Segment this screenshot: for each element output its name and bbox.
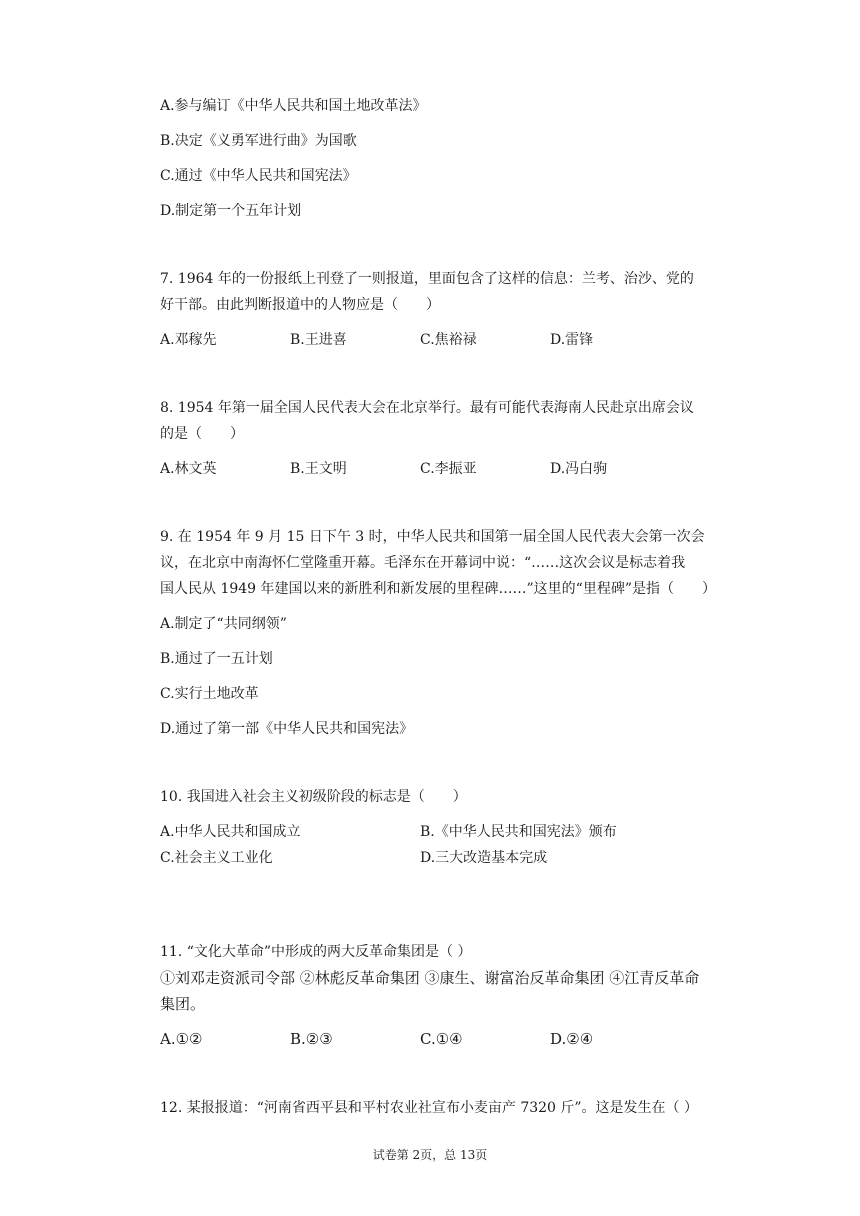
q7-stem-line-2: 好干部。由此判断报道中的人物应是（ ） xyxy=(160,297,440,313)
q10-stem: 10. 我国进入社会主义初级阶段的标志是（ ） xyxy=(160,789,467,805)
q8-option-d: D.冯白驹 xyxy=(550,461,608,477)
q9-stem-line-2: 议，在北京中南海怀仁堂隆重开幕。毛泽东在开幕词中说：“……这次会议是标志着我 xyxy=(160,555,686,571)
q8-option-c: C.李振亚 xyxy=(420,461,477,477)
q7-stem-line-1: 7. 1964 年的一份报纸上刊登了一则报道，里面包含了这样的信息：兰考、治沙、党的 xyxy=(160,271,694,287)
q6-option-d: D.制定第一个五年计划 xyxy=(160,203,302,219)
q8-option-a: A.林文英 xyxy=(160,461,217,477)
q11-option-a: A.①② xyxy=(160,1030,203,1048)
q10-option-d: D.三大改造基本完成 xyxy=(420,850,548,866)
q8-stem-line-1: 8. 1954 年第一届全国人民代表大会在北京举行。最有可能代表海南人民赴京出席会议 xyxy=(160,400,694,416)
q9-option-a: A.制定了“共同纲领” xyxy=(160,616,287,632)
q9-option-b: B.通过了一五计划 xyxy=(160,651,273,667)
q11-option-c: C.①④ xyxy=(420,1030,463,1048)
q7-option-a: A.邓稼先 xyxy=(160,332,217,348)
q11-option-d: D.②④ xyxy=(550,1030,594,1048)
q6-option-b: B.决定《义勇军进行曲》为国歌 xyxy=(160,133,357,149)
q7-option-b: B.王进喜 xyxy=(290,332,347,348)
q8-option-b: B.王文明 xyxy=(290,461,347,477)
q11-stem-line-1: 11. “文化大革命”中形成的两大反革命集团是（ ） xyxy=(160,944,472,960)
q6-option-c: C.通过《中华人民共和国宪法》 xyxy=(160,168,357,184)
q10-option-a: A.中华人民共和国成立 xyxy=(160,824,301,840)
q12-stem: 12. 某报报道：“河南省西平县和平村农业社宣布小麦亩产 7320 斤”。这是发生在（ ） xyxy=(160,1100,699,1116)
q6-option-a: A.参与编订《中华人民共和国土地改革法》 xyxy=(160,98,427,114)
q11-option-b: B.②③ xyxy=(290,1030,333,1048)
page-footer: 试卷第 2页，总 13页 xyxy=(372,1148,488,1162)
q9-option-d: D.通过了第一部《中华人民共和国宪法》 xyxy=(160,721,414,737)
q9-stem-line-1: 9. 在 1954 年 9 月 15 日下午 3 时，中华人民共和国第一届全国人民代表大会第一次会 xyxy=(160,529,705,545)
q8-stem-line-2: 的是（ ） xyxy=(160,426,244,442)
q10-option-b: B.《中华人民共和国宪法》颁布 xyxy=(420,824,617,840)
q11-stem-line-3: 集团。 xyxy=(160,995,206,1013)
q11-stem-line-2: ①刘邓走资派司令部 ②林彪反革命集团 ③康生、谢富治反革命集团 ④江青反革命 xyxy=(160,969,700,987)
q7-option-c: C.焦裕禄 xyxy=(420,332,477,348)
q9-stem-line-3: 国人民从 1949 年建国以来的新胜利和新发展的里程碑……”这里的“里程碑”是指（ ） xyxy=(160,581,716,597)
q7-option-d: D.雷锋 xyxy=(550,332,594,348)
q10-option-c: C.社会主义工业化 xyxy=(160,850,273,866)
q9-option-c: C.实行土地改革 xyxy=(160,686,259,702)
